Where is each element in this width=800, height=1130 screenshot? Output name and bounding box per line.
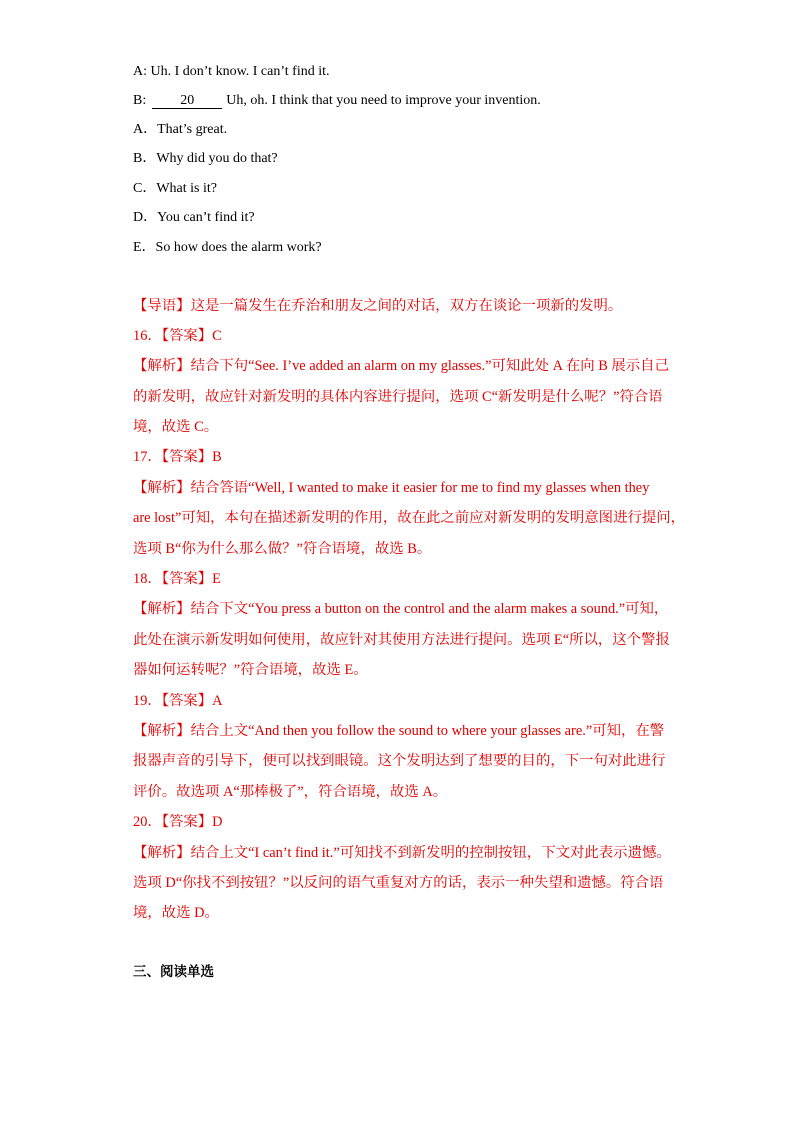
analysis-18-line-2: 此处在演示新发明如何使用，故应针对其使用方法进行提问。选项 E“所以，这个警报 [133,632,670,648]
speaker-b: B: [133,93,147,108]
analysis-16-line-3: 境，故选 C。 [133,419,219,435]
answer-blank-20: 20 [152,93,222,109]
answer-20: 20．【答案】D [133,814,223,830]
analysis-17-line-3: 选项 B“你为什么那么做？”符合语境，故选 B。 [133,541,432,557]
section-heading: 三、阅读单选 [133,964,214,980]
option-a: A．That’s great. [133,122,228,137]
option-c: C．What is it? [133,181,217,196]
option-d: D．You can’t find it? [133,210,255,225]
analysis-17-line-1: 【解析】结合答语“Well, I wanted to make it easier for me to find my glasses when they [133,480,650,496]
dialogue-line-b [133,91,541,111]
analysis-19-line-1: 【解析】结合上文“And then you follow the sound to where your glasses are.”可知，在警 [133,723,665,739]
analysis-16-line-1: 【解析】结合下句“See. I’ve added an alarm on my glasses.”可知此处 A 在向 B 展示自己 [133,358,669,374]
analysis-19-line-3: 评价。故选项 A“那棒极了”，符合语境，故选 A。 [133,784,448,800]
dialogue-line-a: A: Uh. I don’t know. I can’t find it. [133,64,330,79]
analysis-17-line-2: are lost”可知，本句在描述新发明的作用，故在此之前应对新发明的发明意图进行提问， [133,510,686,526]
analysis-18-line-1: 【解析】结合下文“You press a button on the control and the alarm makes a sound.”可知， [133,601,669,617]
answer-19: 19．【答案】A [133,693,223,709]
analysis-18-line-3: 器如何运转呢？”符合语境，故选 E。 [133,662,368,678]
dialogue-line-b-text: Uh, oh. I think that you need to improve your invention. [226,93,541,108]
analysis-19-line-2: 报器声音的引导下，便可以找到眼镜。这个发明达到了想要的目的，下一句对此进行 [133,753,666,769]
option-b: B．Why did you do that? [133,151,278,166]
analysis-intro: 【导语】这是一篇发生在乔治和朋友之间的对话，双方在谈论一项新的发明。 [133,298,623,314]
analysis-20-line-1: 【解析】结合上文“I can’t find it.”可知找不到新发明的控制按钮，下文对此表示遗憾。 [133,845,671,861]
analysis-20-line-2: 选项 D“你找不到按钮？”以反问的语气重复对方的话，表示一种失望和遗憾。符合语 [133,875,664,891]
analysis-16-line-2: 的新发明，故应针对新发明的具体内容进行提问，选项 C“新发明是什么呢？”符合语 [133,389,663,405]
option-e: E．So how does the alarm work? [133,240,322,255]
analysis-20-line-3: 境，故选 D。 [133,905,219,921]
answer-16: 16．【答案】C [133,328,222,344]
answer-17: 17．【答案】B [133,449,222,465]
answer-18: 18．【答案】E [133,571,221,587]
